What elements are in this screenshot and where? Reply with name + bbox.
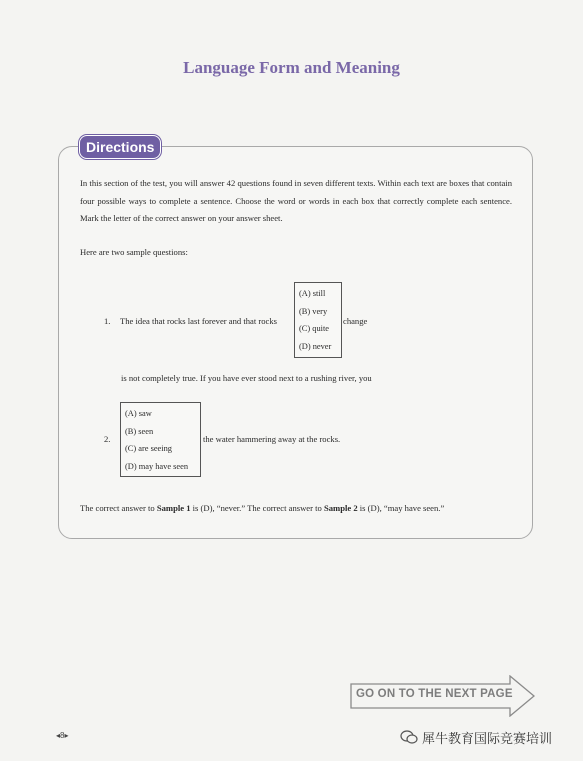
wechat-icon	[400, 729, 418, 745]
page-number: ◂8▸	[56, 731, 69, 740]
sample1-choice-c[interactable]: (C) quite	[299, 324, 330, 334]
directions-intro: In this section of the test, you will answer 42 questions found in seven different texts. Within each text are boxes that contain four possible ways to complete a sentence. Choose the word or words in each box that correctly complete each sentence. Mark the letter of the correct answer on your answer sheet.	[80, 178, 512, 223]
watermark	[400, 722, 580, 752]
sample1-number: 1.	[104, 316, 111, 326]
sample2-choice-box	[120, 402, 201, 477]
answer-text-3: is (D), “may have seen.”	[357, 503, 445, 513]
sample1-text-after: change	[343, 316, 368, 326]
answer-text-1: The correct answer to	[80, 503, 157, 513]
sample1-choice-a[interactable]: (A) still	[299, 289, 326, 298]
next-page-label[interactable]: GO ON TO THE NEXT PAGE	[356, 688, 513, 700]
sample2-choice-a[interactable]: (A) saw	[125, 409, 152, 418]
sample1-choice-box	[294, 282, 342, 358]
sample-intro: Here are two sample questions:	[80, 247, 188, 257]
sample2-number: 2.	[104, 434, 111, 444]
sample1-choice-b[interactable]: (B) very	[299, 306, 328, 316]
sample1-text-before: The idea that rocks last forever and that rocks	[120, 316, 278, 326]
answer-text-2: is (D), “never.” The correct answer to	[190, 503, 324, 513]
sample2-text-after: the water hammering away at the rocks.	[203, 434, 341, 444]
sample2-choice-d[interactable]: (D) may have seen	[125, 461, 189, 471]
sample2-choice-c[interactable]: (C) are seeing	[125, 444, 172, 454]
directions-tab: Directions	[79, 135, 161, 159]
answer-sample2-label: Sample 2	[323, 503, 358, 513]
answer-explanation	[80, 500, 512, 518]
answer-sample1-label: Sample 1	[156, 503, 191, 513]
sample2-choice-b[interactable]: (B) seen	[125, 426, 154, 436]
sample1-choice-d[interactable]: (D) never	[299, 341, 332, 351]
watermark-text: 犀牛教育国际竞赛培训	[422, 731, 553, 747]
page-title: Language Form and Meaning	[183, 58, 400, 77]
sample1-continuation: is not completely true. If you have ever stood next to a rushing river, you	[121, 373, 372, 383]
